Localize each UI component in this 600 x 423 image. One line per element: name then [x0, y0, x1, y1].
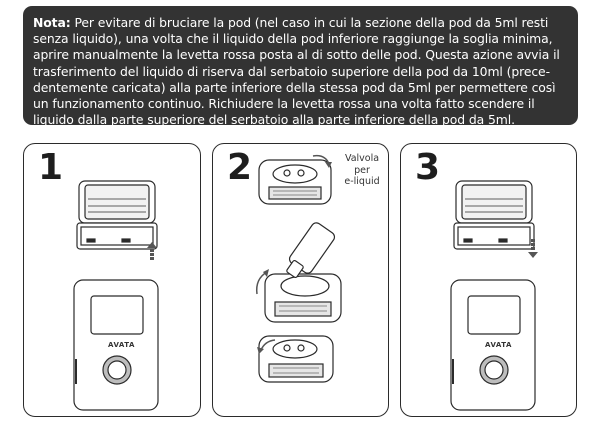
- valve-label-line2: per: [354, 164, 370, 176]
- step-2-number: 2: [227, 147, 253, 188]
- note-text: Per evitare di bruciare la pod (nel caso in cui la sezione della pod da 5ml resti senza liquido), una volta che il liquido della pod inferiore raggiunge la soglia minima, aprire manualmente la levetta rossa posta al di sotto delle pod. Questa azione avvia il trasferimento del liquido di riserva dal serbatoio superiore della pod da 10ml (prece-dentemente caricata) alla parte inferiore della stessa pod da 5ml per permettere così un funzionamento continuo. Richiudere la levetta rossa una volta fatto scendere il liquido dalla parte superiore del serbatoio alla parte inferiore della pod da 5ml.: [33, 15, 560, 128]
- step-1-illustration: [24, 144, 202, 418]
- step-2-panel: [212, 143, 389, 417]
- step-1-number: 1: [38, 147, 64, 188]
- brand-label: AVATA: [108, 341, 135, 349]
- step-3-illustration: [401, 144, 578, 418]
- valve-label-line3: e-liquid: [344, 176, 380, 187]
- pod-top-view-2: [265, 274, 341, 322]
- step-2-illustration: [213, 144, 390, 418]
- valve-label-line1: Valvola: [344, 153, 380, 164]
- step-3-panel: [400, 143, 577, 417]
- brand-label: AVATA: [485, 341, 512, 349]
- pod-cartridge: [454, 181, 534, 249]
- pod-cartridge: [77, 181, 157, 249]
- step-1-panel: [23, 143, 201, 417]
- step-3-number: 3: [415, 147, 441, 188]
- bottle-icon: [286, 221, 336, 278]
- note-box: [23, 6, 578, 128]
- pod-top-view-3: [259, 336, 333, 382]
- pod-top-view-1: [259, 160, 331, 204]
- note-label: Nota:: [33, 15, 71, 30]
